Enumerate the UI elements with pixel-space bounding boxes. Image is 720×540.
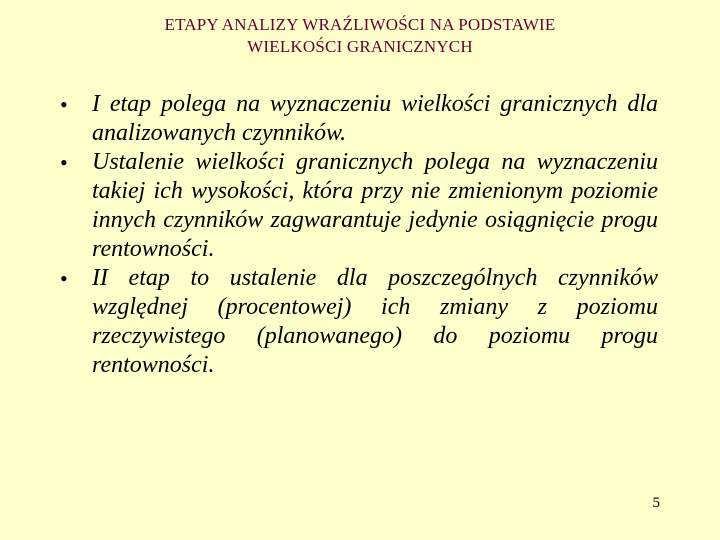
page-number: 5: [652, 495, 660, 511]
slide-title-line-2: WIELKOŚCI GRANICZNYCH: [247, 37, 473, 56]
bullet-item-3: [60, 264, 658, 380]
bullet-marker: •: [60, 92, 68, 117]
slide-title: [0, 14, 720, 58]
bullet-marker: •: [60, 266, 68, 291]
bullet-list: [60, 90, 658, 380]
bullet-marker: •: [60, 150, 68, 175]
bullet-item-1: [60, 90, 658, 148]
slide-title-line-1: ETAPY ANALIZY WRAŹLIWOŚCI NA PODSTAWIE: [164, 15, 556, 34]
bullet-text-1: I etap polega na wyznaczeniu wielkości granicznych dla analizowanych czynników.: [92, 91, 658, 146]
bullet-item-2: [60, 148, 658, 264]
bullet-text-3: II etap to ustalenie dla poszczególnych czynników względnej (procentowej) ich zmiany z poziomu rzeczywistego (planowanego) do poziomu progu rentowności.: [92, 265, 658, 378]
bullet-text-2: Ustalenie wielkości granicznych polega na wyznaczeniu takiej ich wysokości, która przy nie zmienionym poziomie innych czynników zagwarantuje jedynie osiągnięcie progu rentowności.: [92, 149, 658, 262]
